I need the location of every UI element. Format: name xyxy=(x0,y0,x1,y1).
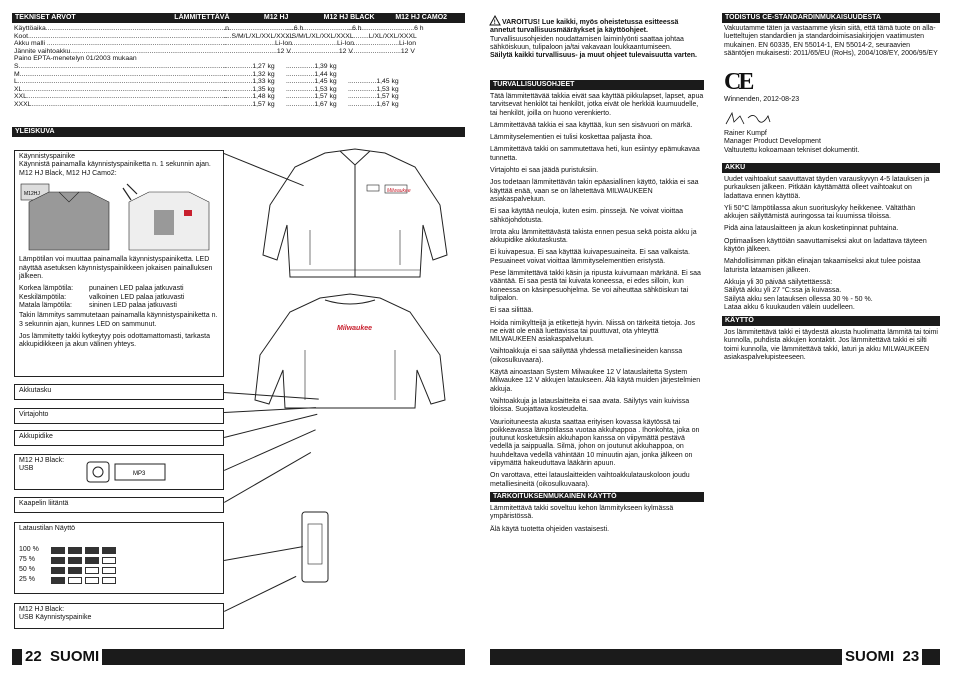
jacket-switch-illustration xyxy=(19,180,219,254)
paragraph: Vaihtoakkuja ei saa säilyttää yhdessä metalliesineiden kanssa (oikosulkuvaara). xyxy=(490,348,683,364)
paragraph: Älä käytä tuotetta ohjeiden vastaisesti. xyxy=(490,525,610,533)
charge-led xyxy=(102,557,116,564)
usb-model: M12 HJ Black: xyxy=(19,457,65,464)
temperature-row xyxy=(19,302,219,310)
right-page-num: 23 xyxy=(902,648,920,665)
tech-col-heated: LÄMMITETTÄVÄ xyxy=(174,14,230,21)
tech-cell-label: S.............................................................................................................. xyxy=(14,62,227,70)
paragraph: Ei saa käyttää neuloja, kuten esim. pinssejä. Ne voivat vioittaa sähköjohdotusta. xyxy=(490,208,683,224)
tech-cell-v2: ...........................Li-Ion xyxy=(286,40,354,48)
tech-cell-v1: .....................................6 h xyxy=(224,25,304,32)
switch-images xyxy=(19,180,219,254)
tech-col-m12hj: M12 HJ xyxy=(263,14,289,21)
charge-level-label: 50 % xyxy=(19,566,35,574)
charge-led xyxy=(51,567,65,574)
paragraph: Mahdollisimman pitkän elinajan takaamiseksi akut tulee poistaa laturista lataamisen jälkeen. xyxy=(724,258,921,274)
tech-row xyxy=(14,33,464,41)
tech-cell-v1: ...............1,57 kg xyxy=(224,100,275,108)
tech-cell-v1: ...............1,33 kg xyxy=(224,78,275,86)
switch-para3: Jos lämmitetty takki kytkeytyy pois odottamattomasti, tarkasta akkupidikkeen ja akun välinen yhteys. xyxy=(19,332,211,349)
temperature-led: punainen LED palaa jatkuvasti xyxy=(89,285,184,293)
svg-text:Milwaukee: Milwaukee xyxy=(337,325,373,332)
paragraph: Ei saa silittää. xyxy=(490,307,534,315)
paragraph: Pese lämmitettävä takki käsin ja ripusta kuivumaan märkänä. Ei saa vääntää. Ei saa pestä tai kuivata koneessa, ei edes silloin, kun koneessa on käsinpesuohjelma. Se voi aiheuttaa sähköiskun tai tulipalon. xyxy=(490,270,701,302)
tech-cell-v2: ...............1,44 kg xyxy=(286,70,337,78)
paragraph: Käytä ainoastaan System Milwaukee 12 V latauslaitetta System Milwaukee 12 V akkujen lataukseen. Älä käytä muiden järjestelmien akkuja. xyxy=(490,369,701,393)
charge-level-row xyxy=(19,575,219,585)
tech-cell-v2: ............................12 V xyxy=(286,47,353,55)
tech-cell-v2: ...................................6 h xyxy=(286,25,362,32)
tech-row xyxy=(14,40,464,48)
tech-cell-label: Paino EPTA-menetelyn 01/2003 mukaan xyxy=(14,55,137,63)
ce-text: Vakuutamme täten ja vastaamme yksin siitä, että tämä tuote on allaluetteltujen standardien ja standardoimisasiakirjojen vaatimusten mukainen. EN 60335, EN 55014-1, EN 55014-2, seuraavien sääntöjen mukaisesti: 2011/65/EU (RoHs), 2004/108/EY, 2006/95/EY xyxy=(724,25,938,57)
paragraph: Vaurioituneesta akusta saattaa erityisen kovassa käytössä tai poikkeavassa lämpötilassa vuotaa akkuhappoa . Ihonkohta, joka on joutunut kosketuksiin akkuhapon kanssa on viipymättä pestävä vedellä ja saippualla. Silmä, johon on joutunut akkuhappoa, on huuhdeltava vedellä vähintään 10 minuutin ajan, jonka jälkeen on viipymättä hakeuduttava lääkärin apuun. xyxy=(490,418,700,467)
charge-led xyxy=(51,547,65,554)
paragraph: Pidä aina latauslaitteen ja akun kosketinpinnat puhtaina. xyxy=(724,225,899,233)
tech-cell-label: Käyttöaika...............................................................................................n. xyxy=(14,25,231,32)
tech-cell-v1: ...............1,48 kg xyxy=(224,93,275,101)
intended-use-header: TARKOITUKSENMUKAINEN KÄYTTÖ xyxy=(490,492,704,502)
tech-cell-v1 xyxy=(224,55,286,63)
akku-text xyxy=(724,176,938,316)
paragraph: Optimaalisen käyttöiän saavuttamiseksi akut on ladattava täyteen käytön jälkeen. xyxy=(724,237,927,254)
intended-use-text xyxy=(490,505,704,538)
kaytto-text: Jos lämmitettävä takki ei täydestä akusta huolimatta lämmitä tai toimi kunnolla, puhdista akkujen kontaktit. Jos lämmitettävä takki ei silti toimi kunnolla, vie lämmitettävä takki, laturi ja akku MILWAUKEEN asiakaspalvelupisteeseen. xyxy=(724,329,938,361)
tech-cell-v3: ...............1,67 kg xyxy=(348,100,399,108)
switch-para2: Takin lämmitys sammutetaan painamalla käynnistyspainiketta n. 3 sekunnin ajan, kunnes LED on sammunut. xyxy=(19,312,218,328)
charge-led xyxy=(68,557,82,564)
tech-cell-label: Akku malli ............................................................................................... xyxy=(14,40,227,48)
switch-line2: M12 HJ Black, M12 HJ Camo2: xyxy=(19,169,117,177)
charge-led xyxy=(68,577,82,584)
charge-led xyxy=(102,577,116,584)
temperature-label: Matala lämpötila: xyxy=(19,301,72,309)
tech-cell-v2: ...............1,53 kg xyxy=(286,85,337,93)
tech-cell-v3 xyxy=(348,55,410,63)
ce-header: TODISTUS CE-STANDARDINMUKAISUUDESTA xyxy=(722,13,940,23)
tech-cell-label: XL............................................................................................................ xyxy=(14,85,227,93)
tech-cell-v1: ...............1,27 kg xyxy=(224,62,275,70)
charge-level-row xyxy=(19,555,219,565)
callout-line-usbbtn xyxy=(224,576,296,612)
charge-level-label: 25 % xyxy=(19,576,35,584)
svg-text:Milwaukee: Milwaukee xyxy=(387,188,411,194)
signer-title: Manager Product Development xyxy=(724,138,821,146)
callout-line-charge xyxy=(224,546,303,561)
usb-device-icon xyxy=(85,458,175,486)
right-page-number xyxy=(842,648,922,666)
charge-led xyxy=(68,547,82,554)
charge-title: Lataustilan Näyttö xyxy=(19,525,76,532)
charge-led xyxy=(85,577,99,584)
kaytto-header: KÄYTTÖ xyxy=(722,316,940,326)
usb-box xyxy=(14,454,224,490)
signer-block xyxy=(724,130,859,155)
tech-cell-label: L.............................................................................................................. xyxy=(14,78,226,86)
safety-text xyxy=(490,93,704,493)
usb-label: USB xyxy=(19,465,34,473)
tech-cell-v2 xyxy=(286,55,348,63)
temperature-led: valkoinen LED palaa jatkuvasti xyxy=(89,293,185,301)
jacket-front-illustration xyxy=(255,145,455,285)
jacket-back-illustration xyxy=(245,290,455,420)
charge-led xyxy=(51,557,65,564)
paragraph: Jos todetaan lämmitettävän takin epäasiallinen käyttö, takkia ei saa käyttää enää, vaan se on lähetettävä MILWAUKEEN asiakaspalveluun. xyxy=(490,179,699,203)
tech-cell-v2: ...............1,45 kg xyxy=(286,78,337,86)
charge-indicator-box xyxy=(14,522,224,594)
tech-cell-v3 xyxy=(348,71,410,79)
tech-cell-v1: ...........................Li-Ion xyxy=(224,40,292,48)
safety-header: TURVALLISUUSOHJEET xyxy=(490,80,704,90)
charge-level-label: 100 % xyxy=(19,546,39,554)
callout-line-usb xyxy=(224,429,316,471)
virtajohto-box: Virtajohto xyxy=(14,408,224,424)
akkupidike-box: Akkupidike xyxy=(14,430,224,446)
signer-role: Valtuutettu kokoamaan tekniset dokumentit. xyxy=(724,146,860,154)
charge-levels xyxy=(19,545,219,585)
tech-cell-v3: ...........................Li-Ion xyxy=(348,40,416,48)
overview-header: YLEISKUVA xyxy=(12,127,465,137)
switch-temperature-rows xyxy=(19,285,219,310)
warning-bold: VAROITUS! Lue kaikki, myös oheistetussa esitteessä annetut turvallisuusmääräykset ja käyttöohjeet. xyxy=(490,19,679,35)
tech-col-m12hj-camo2: M12 HJ CAMO2 xyxy=(395,14,448,21)
signature-image xyxy=(724,110,774,128)
svg-text:M12HJ: M12HJ xyxy=(24,191,40,198)
tech-row xyxy=(14,86,464,94)
tech-cell-v3: ...............1,45 kg xyxy=(348,78,399,86)
tech-cell-v3: ...................................6 h xyxy=(348,25,424,32)
tech-cell-v1: ...............1,32 kg xyxy=(224,70,275,78)
paragraph: Ei kuivapesua. Ei saa käyttää kuivapesuaineita. Ei saa valkaista. Pesuaineet voivat vioittaa lämmityselementtien eristystä. xyxy=(490,249,691,265)
akku-header: AKKU xyxy=(722,163,940,173)
tech-cell-v3: ...............1,53 kg xyxy=(348,85,399,93)
usb-button-model: M12 HJ Black: xyxy=(19,606,65,613)
tech-cell-v2: ...............1,67 kg xyxy=(286,100,337,108)
tech-cell-v3: ............................12 V xyxy=(348,47,415,55)
warning-block xyxy=(490,16,702,60)
tech-cell-v3 xyxy=(348,63,410,71)
switch-para1: Lämpötilan voi muuttaa painamalla käynnistyspainiketta. LED näyttää asetuksen käynnistyspainikkeen jokaisen painalluksen jälkeen. xyxy=(19,256,213,280)
tech-cell-label: XXXL........................................................................................................ xyxy=(14,100,228,108)
tech-specs-table xyxy=(14,25,464,109)
tech-row xyxy=(14,25,464,33)
tech-cell-label: Koot.......................................................................................................... xyxy=(14,32,229,40)
warning-triangle-icon xyxy=(490,16,500,25)
signer-name: Rainer Kumpf xyxy=(724,130,767,137)
tech-cell-v2: ...............1,57 kg xyxy=(286,93,337,101)
svg-text:!: ! xyxy=(493,20,496,26)
charge-led xyxy=(85,567,99,574)
charge-led xyxy=(85,547,99,554)
tech-row xyxy=(14,63,464,71)
paragraph: On varottava, ettei latauslaitteiden vaihtoakkulatauskoloon joudu metalliesineitä (oikosulkuvaara). xyxy=(490,472,690,488)
tech-cell-label: M............................................................................................................. xyxy=(14,70,226,78)
switch-title: Käynnistyspainike xyxy=(19,153,76,160)
temperature-label: Korkea lämpötila: xyxy=(19,285,74,293)
paragraph: Lämmitettävä takki soveltuu kehon lämmitykseen kylmässä ympäristössä. xyxy=(490,505,674,521)
switch-line1: Käynnistä painamalla käynnistyspainiketta n. 1 sekunnin ajan. xyxy=(19,161,211,169)
charge-led xyxy=(68,567,82,574)
tech-cell-v2: ...S/M/L/XL/XXL/XXXL xyxy=(286,32,354,40)
paragraph: Hoida nimikyltteijä ja etikettejä hyvin. Niissä on tärkeitä tietoja. Jos ne eivät ole enää luettavissa tai puuttuvat, ota yhteyttä MILWAUKEEN asiakaspalveluun. xyxy=(490,319,696,344)
tech-cell-v1: ............................12 V xyxy=(224,47,291,55)
charge-led xyxy=(102,547,116,554)
kaapeli-box: Kaapelin liitäntä xyxy=(14,497,224,513)
tech-col-m12hj-black: M12 HJ BLACK xyxy=(323,14,375,21)
switch-box xyxy=(14,150,224,377)
usb-button-label: USB Käynnistyspainike xyxy=(19,614,92,622)
charge-level-row xyxy=(19,545,219,555)
temperature-row xyxy=(19,294,219,302)
usb-button-box xyxy=(14,603,224,629)
tech-cell-v2: ...............1,39 kg xyxy=(286,62,337,70)
ce-mark: CE xyxy=(724,69,752,95)
tech-row xyxy=(14,48,464,56)
tech-cell-v3: ...........L/XL/XXL/XXXL xyxy=(348,32,417,40)
tech-row xyxy=(14,71,464,79)
paragraph: Tätä lämmitettävää takkia eivät saa käyttää pikkulapset, lapset, apua tarvitsevat henkilöt tai henkilöt, jotka eivät ole herkkiä kuumuudelle, tai henkilöt, joilla on huono verenkierto. xyxy=(490,93,704,117)
warning-rest: Turvallisuusohjeiden noudattamisen laiminlyönti saattaa johtaa sähköiskuun, tulipaloon ja/tai vakavaan loukkaantumiseen. xyxy=(490,35,684,51)
akkutasku-box: Akkutasku xyxy=(14,384,224,400)
left-page-number xyxy=(22,648,102,666)
tech-cell-label: Jännite vaihtoakku................................................................................. xyxy=(14,47,224,55)
callout-line-kaapeli xyxy=(224,452,311,503)
tech-row xyxy=(14,101,464,109)
paragraph: Virtajohto ei saa jäädä puristuksiin. xyxy=(490,167,599,175)
paragraph: Uudet vaihtoakut saavuttavat täyden varauskyvyn 4-5 latauksen ja purkauksen jälkeen. Pitkään käyttämättä olleet vaihtoakut on ladattava ennen käyttöä. xyxy=(724,176,930,200)
warning-keep: Säilytä kaikki turvallisuus- ja muut ohjeet tulevaisuutta varten. xyxy=(490,52,697,60)
left-page-num: 22 xyxy=(25,648,42,665)
paragraph: Yli 50°C lämpötilassa akun suorituskyky heikkenee. Vältäthän akkujen säilyttämistä auringossa tai kuumissa tiloissa. xyxy=(724,204,916,221)
battery-pocket-illustration xyxy=(300,510,330,585)
tech-row xyxy=(14,93,464,101)
left-page-lang: SUOMI xyxy=(50,648,100,665)
tech-specs-header xyxy=(12,13,465,23)
charge-level-label: 75 % xyxy=(19,556,35,564)
charge-led xyxy=(102,567,116,574)
paragraph: Lämmitettävä takki on sammutettava heti, kun esiintyy epämukavaa tunnetta. xyxy=(490,146,700,162)
tech-row xyxy=(14,55,464,63)
charge-led xyxy=(85,557,99,564)
temperature-row xyxy=(19,285,219,293)
temperature-label: Keskilämpötila: xyxy=(19,293,67,301)
tech-cell-label: XXL.......................................................................................................... xyxy=(14,93,228,101)
tech-specs-title: TEKNISET ARVOT xyxy=(15,14,76,21)
paragraph: Vaihtoakkuja ja latauslaitteita ei saa avata. Säilytys vain kuivissa tiloissa. Suojattava kosteudelta. xyxy=(490,397,690,414)
tech-cell-v3: ...............1,57 kg xyxy=(348,93,399,101)
ce-date: Winnenden, 2012-08-23 xyxy=(724,96,800,103)
paragraph: Lämmityselementien ei tulisi koskettaa paljasta ihoa. xyxy=(490,134,653,142)
paragraph: Akkuja yli 30 päivää säilytettäessä: Säilytä akku yli 27 °C:ssa ja kuivassa. Säilytä akku sen latauksen ollessa 30 % - 50 %. Lataa akku 6 kuukauden välein uudelleen. xyxy=(724,278,873,311)
charge-led xyxy=(51,577,65,584)
paragraph: Lämmitettävää takkia ei saa käyttää, kun sen sisävuori on märkä. xyxy=(490,121,693,129)
right-page-lang: SUOMI xyxy=(845,648,895,665)
tech-row xyxy=(14,78,464,86)
svg-text:MP3: MP3 xyxy=(133,471,146,477)
paragraph: Irrota aku lämmitettävästä takista ennen pesua sekä poista akku ja akkupidike akkutaskusta. xyxy=(490,228,697,245)
temperature-led: sininen LED palaa jatkuvasti xyxy=(89,301,177,309)
tech-cell-v1: ...............1,35 kg xyxy=(224,85,275,93)
charge-level-row xyxy=(19,565,219,575)
tech-cell-v1: ....S/M/L/XL/XXL/XXXL xyxy=(224,32,294,40)
